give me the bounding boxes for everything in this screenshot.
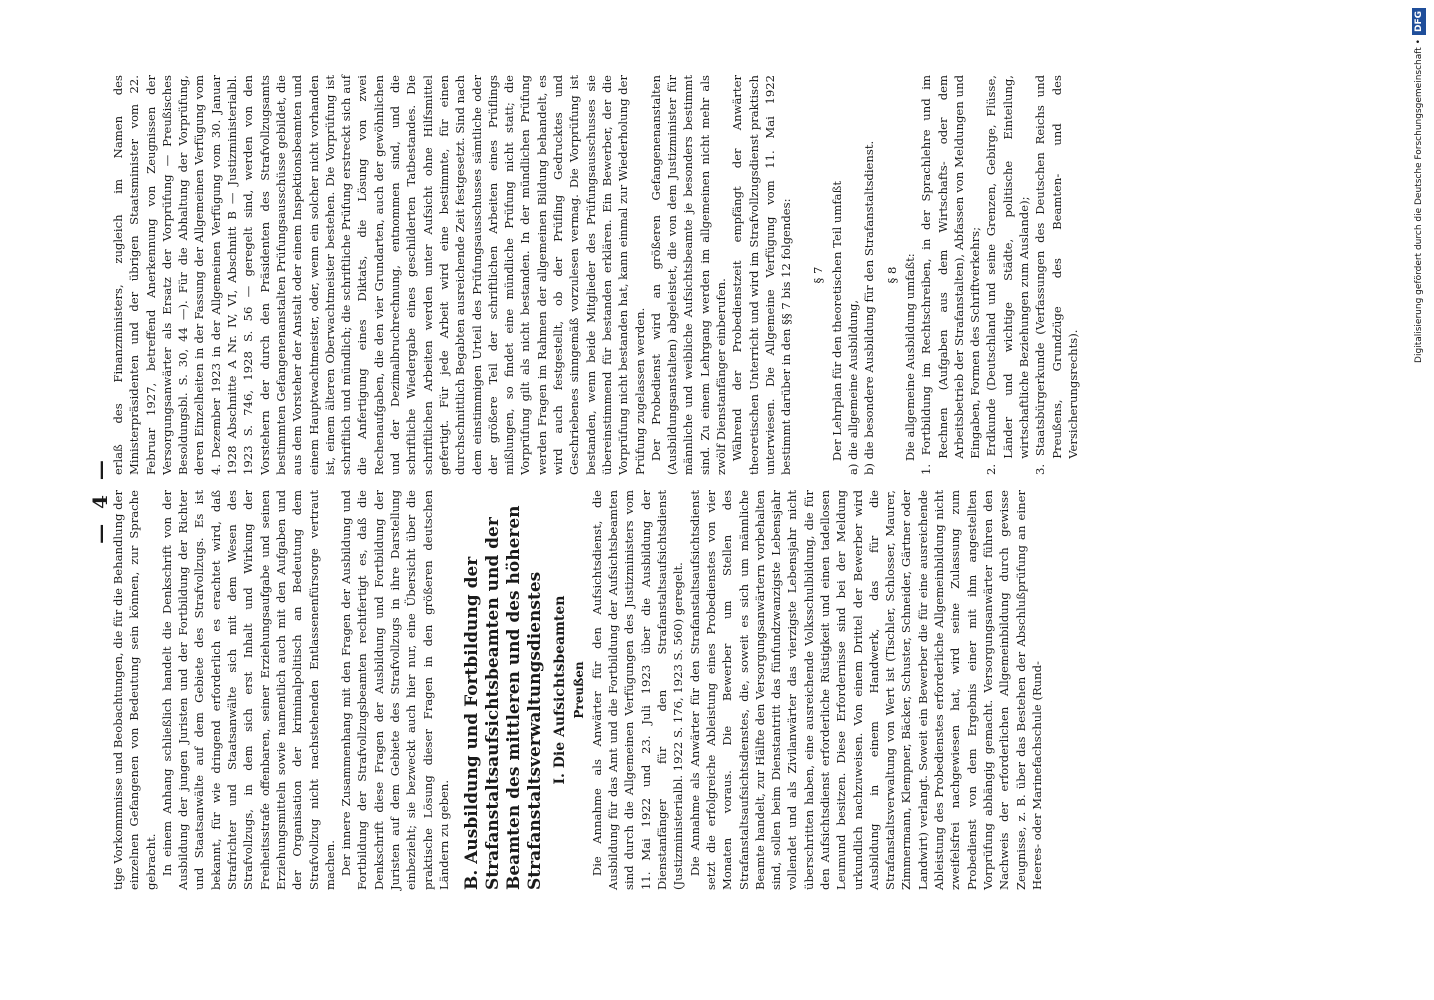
paragraph: Die Annahme als Anwärter für den Aufsichtsdienst, die Ausbildung für das Amt und die Fortbildung der Aufsichtsbeamten sind durch die Allgemeinen Verfügungen des Justizministers vom 11. Mai 1922 und 23. Juli 1923 über die Ausbildung der Dienstanfänger für den Strafanstaltsaufsichtsdienst (Justizministerialbl. 1922 S. 176, 1923 S. 560) geregelt.: [589, 490, 686, 890]
paragraph: erlaß des Finanzministers, zugleich im Namen des Ministerpräsidenten und der übrigen Staatsminister vom 22. Februar 1927, betreffend Anerkennung von Zeugnissen der Versorgungsanwärter als Ersatz der Vorprüfung — Preußisches Besoldungsbl. S. 30, 44 —). Für die Abhaltung der Vorprüfung, deren Einzelheiten in der Fassung der Allgemeinen Verfügung vom 4. Dezember 1923 in der Allgemeinen Verfügung vom 30. Januar 1928 Abschnitte A Nr. IV, VI, Abschnitt B — Justizministerialbl. 1923 S. 746, 1928 S. 56 — geregelt sind, werden von den Vorstehern der durch den Präsidenten des Strafvollzugsamts bestimmten Gefangenenanstalten Prüfungsausschüsse gebildet, die aus dem Vorsteher der Anstalt oder einem Inspektionsbeamten und einem Hauptwachtmeister, oder, wenn ein solcher nicht vorhanden ist, einem älteren Oberwachtmeister bestehen. Die Vorprüfung ist schriftlich und mündlich; die schriftliche Prüfung erstreckt sich auf die Anfertigung eines Diktats, die Lösung von zwei Rechenaufgaben, die den vier Grundarten, auch der gewöhnlichen und der Dezimalbruchrechnung, entnommen sind, und die schriftliche Wiedergabe eines geschilderten Tatbestandes. Die schriftlichen Arbeiten werden unter Aufsicht ohne Hilfsmittel gefertigt. Für jede Arbeit wird eine bestimmte, für einen durchschnittlich Begabten ausreichende Zeit festgesetzt. Sind nach dem einstimmigen Urteil des Prüfungsausschusses sämtliche oder der größere Teil der schriftlichen Arbeiten eines Prüflings mißlungen, so findet eine mündliche Prüfung nicht statt; die Vorprüfung gilt als nicht bestanden. In der mündlichen Prüfung werden Fragen im Rahmen der allgemeinen Bildung behandelt, es wird auch festgestellt, ob der Prüfling Gedrucktes und Geschriebenes sinngemäß vorzulesen vermag. Die Vorprüfung ist bestanden, wenn beide Mitglieder des Prüfungsausschusses sie übereinstimmend für bestanden erklären. Ein Bewerber, der die Vorprüfung nicht bestanden hat, kann einmal zur Wiederholung der Prüfung zugelassen werden.: [111, 74, 647, 475]
list-item: b) die besondere Ausbildung für den Strafanstaltsdienst.: [862, 140, 877, 475]
paragraph: Der Lehrplan für den theoretischen Teil umfaßt: [829, 181, 844, 462]
dfg-credit-strip: [1412, 8, 1426, 992]
section-heading-aufsichtsbeamten: I. Die Aufsichtsbeamten: [552, 595, 569, 785]
section-heading-b: B. Ausbildung und Fortbildung der Strafanstaltsaufsichtsbeamten und der Beamten des mittleren und des höheren Strafanstaltsverwaltungsdienstes: [462, 505, 546, 890]
paragraph: Die allgemeine Ausbildung umfaßt:: [902, 253, 917, 462]
section-mark-7: § 7: [811, 266, 826, 284]
right-text-column: [110, 74, 1080, 475]
subheading-preussen: Preußen: [571, 661, 586, 719]
list-item: a) die allgemeine Ausbildung,: [846, 299, 861, 475]
page-number: — 4 —: [88, 456, 112, 544]
paragraph: Der innere Zusammenhang mit den Fragen der Ausbildung und Fortbildung der Strafvollzugsbeamten rechtfertigt es, daß die Denkschrift diese Fragen der Ausbildung und Fortbildung der Juristen auf dem Gebiete des Strafvollzugs in ihre Darstellung einbezieht; sie bezweckt auch hier nur, eine Übersicht über die praktische Lösung dieser Fragen in den größeren deutschen Ländern zu geben.: [339, 490, 451, 890]
list-item: 2. Erdkunde (Deutschland und seine Grenzen, Gebirge, Flüsse, Länder und wichtige Städte, politische Einteilung, wirtschaftliche Beziehungen zum Auslande);: [984, 75, 1032, 475]
list-item: 1. Fortbildung im Rechtschreiben, in der Sprachlehre und im Rechnen (Aufgaben aus dem Wirtschafts- oder dem Arbeitsbetrieb der Strafanstalten), Abfassen von Meldungen und Eingaben, Formen des Schriftverkehrs;: [919, 75, 983, 475]
left-text-column: [110, 490, 1044, 890]
spacer: [794, 75, 804, 475]
dfg-logo: DFG: [1412, 8, 1426, 35]
dfg-credit-label: Digitalisierung gefördert durch die Deutsche Forschungsgemeinschaft •: [1414, 39, 1424, 363]
section-mark-8: § 8: [884, 266, 899, 284]
list-item: 3. Staatsbürgerkunde (Verfassungen des Deutschen Reichs und Preußens, Grundzüge des Beamten- und des Versicherungsrechts).: [1033, 75, 1080, 475]
paragraph: Während der Probedienstzeit empfängt der Anwärter theoretischen Unterricht und wird im Strafvollzugsdienst praktisch unterwiesen. Die Allgemeine Verfügung vom 11. Mai 1922 bestimmt darüber in den §§ 7 bis 12 folgendes:: [730, 75, 794, 475]
paragraph: Die Annahme als Anwärter für den Strafanstaltsaufsichtsdienst setzt die erfolgreiche Ableistung eines Probedienstes von vier Monaten voraus. Die Bewerber um Stellen des Strafanstaltsaufsichtsdienstes, die, soweit es sich um männliche Beamte handelt, zur Hälfte den Versorgungsanwärtern vorbehalten sind, sollen beim Dienstantritt das fünfundzwanzigste Lebensjahr vollendet und als Zivilanwärter das vierzigste Lebensjahr nicht überschritten haben, eine ausreichende Volksschulbildung, die für den Aufsichtsdienst erforderliche Rüstigkeit und einen tadellosen Leumund besitzen. Diese Erfordernisse sind bei der Meldung urkundlich nachzuweisen. Von einem Drittel der Bewerber wird Ausbildung in einem Handwerk, das für die Strafanstaltsverwaltung von Wert ist (Tischler, Schlosser, Maurer, Zimmermann, Klempner, Bäcker, Schuster, Schneider, Gärtner oder Landwirt) verlangt. Soweit ein Bewerber die für eine ausreichende Ableistung des Probedienstes erforderliche Allgemeinbildung nicht zweifelsfrei nachgewiesen hat, wird seine Zulassung zum Probedienst von dem Ergebnis einer mit ihm angestellten Vorprüfung abhängig gemacht. Versorgungsanwärter führen den Nachweis der erforderlichen Allgemeinbildung durch gewisse Zeugnisse, z. B. über das Bestehen der Abschlußprüfung an einer Heeres- oder Marinefachschule (Rund-: [687, 490, 1044, 890]
paragraph: Der Probedienst wird an größeren Gefangenenanstalten (Ausbildungsanstalten) abgeleistet, die von dem Justizminister für männliche und weibliche Aufsichtsbeamte je besonders bestimmt sind. Zu einem Lehrgang werden im allgemeinen nicht mehr als zwölf Dienstanfänger einberufen.: [648, 75, 728, 475]
paragraph: tige Vorkommnisse und Beobachtungen, die für die Behandlung der einzelnen Gefangenen von Bedeutung sein können, zur Sprache gebracht.: [111, 490, 158, 890]
dfg-credit-text: [1412, 8, 1426, 992]
paragraph: In einem Anhang schließlich handelt die Denkschrift von der Ausbildung der jungen Juristen und der Fortbildung der Richter und Staatsanwälte auf dem Gebiete des Strafvollzugs. Es ist bekannt, für wie dringend erforderlich es erachtet wird, daß Strafrichter und Staatsanwälte sich mit dem Wesen des Strafvollzugs, in dem sich erst Inhalt und Wirkung der Freiheitsstrafe offenbaren, seiner Erziehungsaufgabe und seinen Erziehungsmitteln sowie namentlich auch mit den Aufgaben und der Organisation der kriminalpolitisch an Bedeutung dem Strafvollzug nicht nachstehenden Entlassenenfürsorge vertraut machen.: [159, 490, 337, 890]
